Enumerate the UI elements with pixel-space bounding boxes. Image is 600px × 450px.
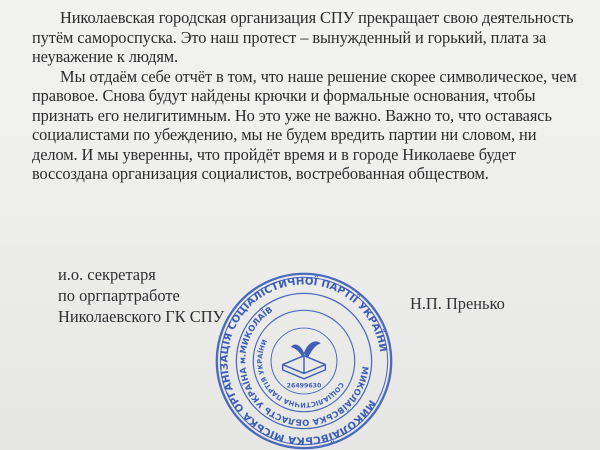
stamp-inner-text: СОЦІАЛІСТИЧНА ПАРТІЯ УКРАЇНИ bbox=[256, 338, 346, 409]
stamp-middle-text: МИКОЛАЇВСЬКА ОБЛАСТЬ УКРАЇНА м.МИКОЛАЇВ bbox=[237, 304, 371, 428]
stamp-code: 26499630 bbox=[286, 382, 322, 390]
letter-body bbox=[32, 8, 592, 184]
signature-title-block bbox=[58, 264, 224, 327]
text-line: делом. И мы уверенны, что пройдёт время и в городе Николаеве будет bbox=[32, 144, 516, 164]
official-stamp bbox=[215, 272, 393, 450]
signature-title-line: и.о. секретаря bbox=[58, 265, 156, 284]
text-line: неуважение к людям. bbox=[32, 47, 179, 66]
text-line: Мы отдаём себе отчёт в том, что наше решение скорее символическое, чем bbox=[60, 66, 577, 86]
text-line: признать его нелигитимным. Но это уже не важно. Важно то, что оставаясь bbox=[32, 105, 552, 125]
text-line: социалистами по убеждению, мы не будем вредить партии ни словом, ни bbox=[32, 125, 537, 144]
text-line: путём самороспуска. Это наш протест – вынужденный и горький, плата за bbox=[32, 27, 547, 47]
text-line: Николаевская городская организация СПУ прекращает свою деятельность bbox=[60, 8, 574, 27]
text-line: правовое. Снова будут найдены крючки и формальные основания, чтобы bbox=[32, 86, 536, 105]
stamp-seal bbox=[215, 272, 393, 450]
signature-title-line: по оргпартработе bbox=[58, 286, 180, 305]
book-emblem-icon bbox=[283, 342, 326, 379]
signer-name: Н.П. Пренько bbox=[410, 294, 505, 313]
stamp-outer-text: МИКОЛАЇВСЬКА МІСЬКА ОРГАНІЗАЦІЯ СОЦІАЛІСТИЧНОЇ ПАРТІЇ УКРАЇНИ bbox=[219, 276, 389, 446]
text-line: воссоздана организация социалистов, востребованная обществом. bbox=[32, 164, 489, 183]
signature-title-line: Николаевского ГК СПУ bbox=[58, 307, 225, 326]
